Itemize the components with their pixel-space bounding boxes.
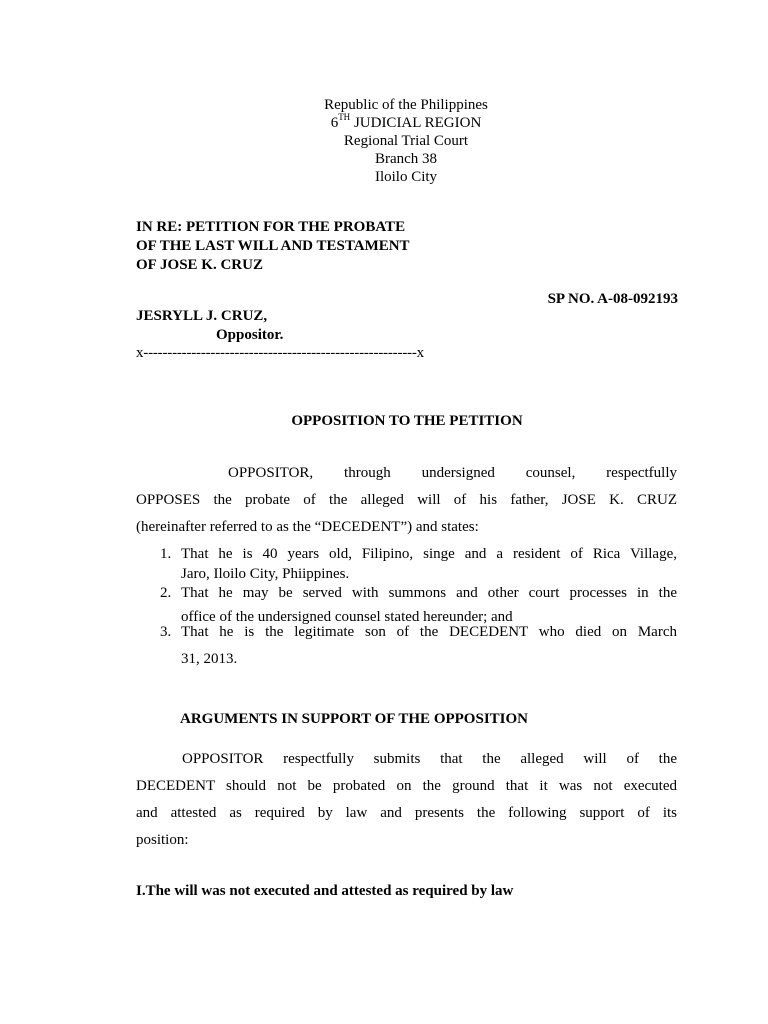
header-court: Regional Trial Court [343, 133, 469, 149]
list-number: 3. [160, 624, 172, 640]
list-item-line: office of the undersigned counsel stated hereunder; and [181, 609, 513, 625]
case-caption [136, 218, 696, 275]
caption-divider: x---------------------------------------------------------x [136, 345, 424, 361]
paragraph-line: OPPOSITOR, through undersigned counsel, respectfully [228, 465, 677, 481]
court-header [0, 96, 768, 186]
list-number: 1. [160, 546, 172, 562]
paragraph-line: DECEDENT should not be probated on the ground that it was not executed [136, 778, 677, 794]
section-heading: I.The will was not executed and attested as required by law [136, 883, 514, 899]
paragraph-line: and attested as required by law and presents the following support of its [136, 805, 677, 821]
list-item-line: That he is 40 years old, Filipino, singe and a resident of Rica Village, [181, 546, 677, 562]
list-item-line: That he may be served with summons and other court processes in the [181, 585, 677, 601]
header-city: Iloilo City [374, 169, 438, 185]
arguments-heading: ARGUMENTS IN SUPPORT OF THE OPPOSITION [180, 711, 528, 727]
list-item-line: That he is the legitimate son of the DECEDENT who died on March [181, 624, 677, 640]
document-title: OPPOSITION TO THE PETITION [291, 413, 523, 429]
caption-line: IN RE: PETITION FOR THE PROBATE [136, 219, 406, 235]
arguments-paragraph [136, 746, 677, 854]
list-item-line: 31, 2013. [181, 651, 238, 667]
paragraph-line: position: [136, 832, 189, 848]
paragraph-line: (hereinafter referred to as the “DECEDENT”) and states: [136, 519, 479, 535]
header-branch: Branch 38 [374, 151, 438, 167]
header-judicial-region: 6TH JUDICIAL REGION [330, 112, 482, 131]
intro-paragraph [136, 460, 677, 541]
case-number: SP NO. A-08-092193 [547, 291, 678, 307]
caption-line: OF THE LAST WILL AND TESTAMENT [136, 238, 410, 254]
party-role: Oppositor. [216, 327, 284, 343]
list-number: 2. [160, 585, 172, 601]
caption-line: OF JOSE K. CRUZ [136, 257, 263, 273]
numbered-list [160, 541, 677, 673]
paragraph-line: OPPOSES the probate of the alleged will of his father, JOSE K. CRUZ [136, 492, 677, 508]
header-republic: Republic of the Philippines [324, 97, 488, 113]
list-item-line: Jaro, Iloilo City, Phiippines. [181, 566, 350, 582]
list-item [160, 619, 677, 673]
paragraph-line: OPPOSITOR respectfully submits that the alleged will of the [182, 751, 677, 767]
party-name: JESRYLL J. CRUZ, [136, 308, 268, 324]
